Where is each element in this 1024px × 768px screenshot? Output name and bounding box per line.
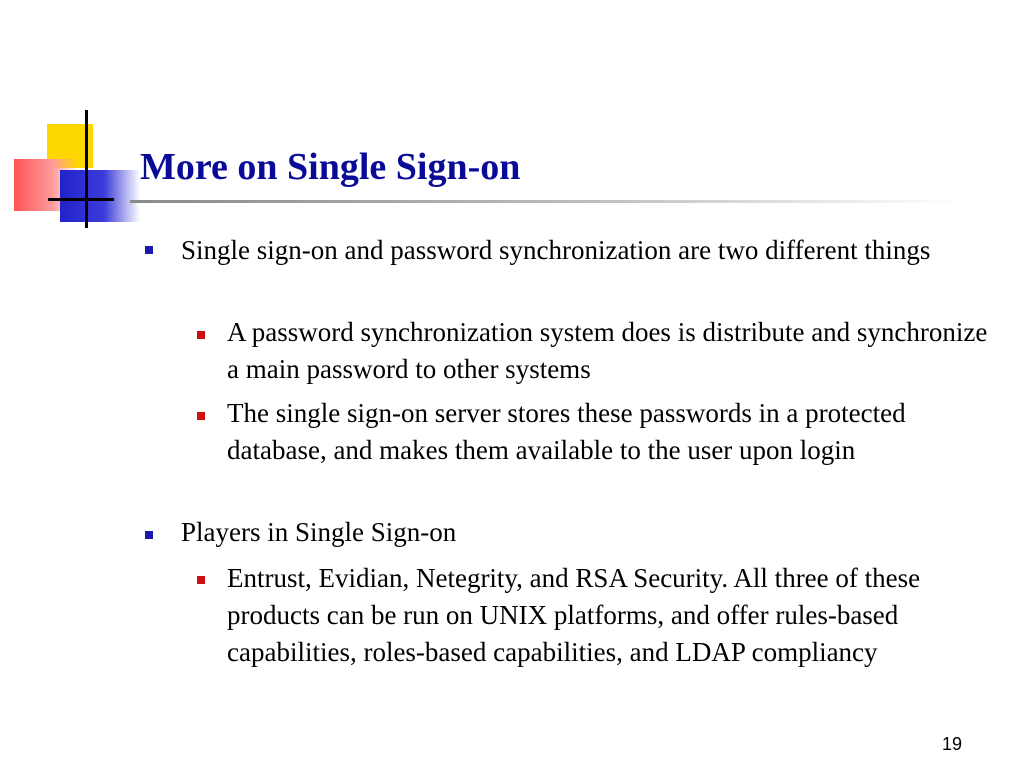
bullet-item-level2: The single sign-on server stores these passwords in a protected database, and makes them available to the user upon login <box>227 398 906 465</box>
bullet-marker-level2 <box>197 412 205 420</box>
bullet-marker-level2 <box>197 331 205 339</box>
bullet-item-level2: Entrust, Evidian, Netegrity, and RSA Security. All three of these products can be run on UNIX platforms, and offer rules-based capabilities, roles-based capabilities, and LDAP compliancy <box>227 563 921 667</box>
bullet-item-level2: A password synchronization system does is distribute and synchronize a main password to other systems <box>227 317 988 384</box>
bullet-marker-level1 <box>145 246 153 254</box>
slide-title: More on Single Sign-on <box>140 146 521 188</box>
bullet-item-level1: Single sign-on and password synchronization are two different things <box>181 235 931 265</box>
bullet-marker-level2 <box>197 576 205 584</box>
bullet-marker-level1 <box>145 531 153 539</box>
bullet-item-level1: Players in Single Sign-on <box>181 517 457 547</box>
page-number: 19 <box>941 734 962 754</box>
